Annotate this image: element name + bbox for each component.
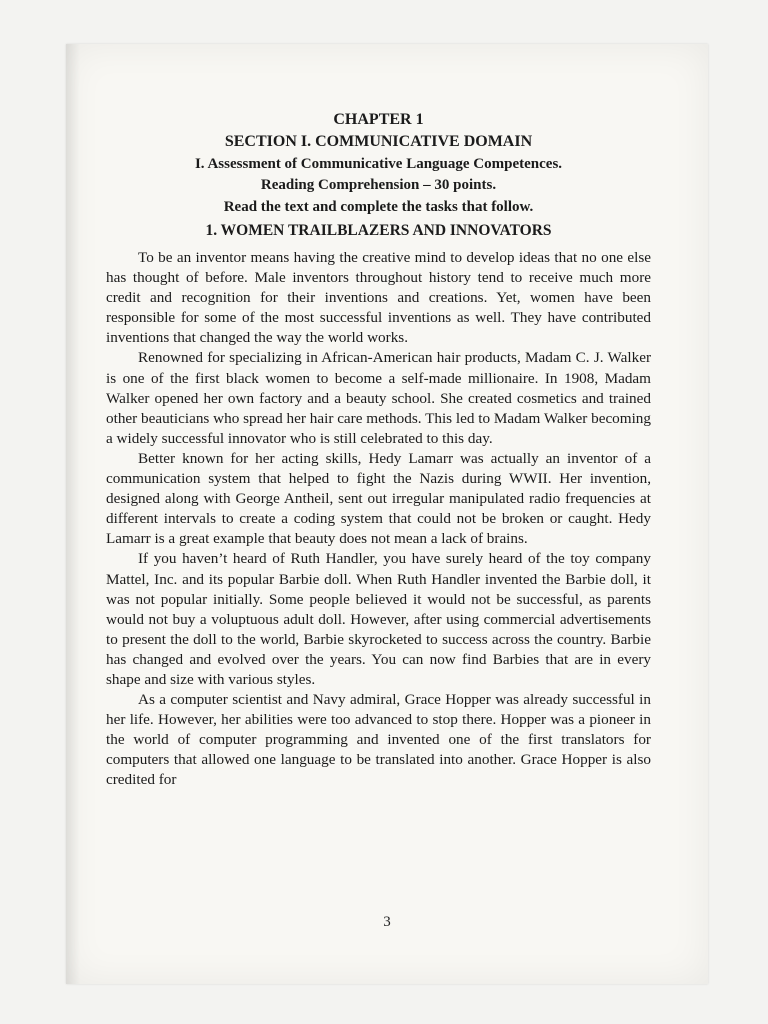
paragraph-walker: Renowned for specializing in African-American hair products, Madam C. J. Walker is one of the first black women to become a self-made millionaire. In 1908, Madam Walker opened her own factory and a beauty school. She created cosmetics and trained other beauticians who spread her hair care methods. This led to Madam Walker becoming a widely successful innovator who is still celebrated to this day. bbox=[106, 349, 651, 447]
paragraph-hopper: As a computer scientist and Navy admiral, Grace Hopper was already successful in her life. However, her abilities were too advanced to stop there. Hopper was a pioneer in the world of computer programming and invented one of the first translators for computers that allowed one language to be translated into another. Grace Hopper is also credited for bbox=[106, 691, 651, 789]
section-heading: SECTION I. COMMUNICATIVE DOMAIN bbox=[224, 133, 533, 150]
paragraph-handler: If you haven’t heard of Ruth Handler, you have surely heard of the toy company Mattel, Inc. and its popular Barbie doll. When Ruth Handler invented the Barbie doll, it was not popular initially. Some people believed it would not be successful, as parents would not buy a voluptuous adult doll. However, after using commercial advertisements to present the doll to the world, Barbie skyrocketed to success across the country. Barbie has changed and evolved over the years. You can now find Barbies that are in every shape and size with various styles. bbox=[106, 550, 651, 688]
paragraph-intro: To be an inventor means having the creative mind to develop ideas that no one else has thought of before. Male inventors throughout history tend to receive much more credit and recognition for their inventions and creations. Yet, women have been responsible for some of the most successful inventions as well. They have contributed inventions that changed the way the world works. bbox=[106, 249, 651, 347]
assessment-heading: I. Assessment of Communicative Language Competences. bbox=[194, 156, 563, 172]
reading-heading: Reading Comprehension – 30 points. bbox=[260, 177, 497, 193]
page-content bbox=[106, 110, 651, 791]
text-title: 1. WOMEN TRAILBLAZERS AND INNOVATORS bbox=[205, 222, 552, 239]
book-page bbox=[66, 44, 708, 984]
instruction-heading: Read the text and complete the tasks that follow. bbox=[223, 199, 534, 215]
chapter-heading: CHAPTER 1 bbox=[333, 111, 424, 128]
paragraph-lamarr: Better known for her acting skills, Hedy Lamarr was actually an inventor of a communication system that helped to fight the Nazis during WWII. Her invention, designed along with George Antheil, sent out irregular manipulated radio frequencies at different intervals to create a coding system that could not be broken or caught. Hedy Lamarr is a great example that beauty does not mean a lack of brains. bbox=[106, 449, 651, 548]
page-number: 3 bbox=[383, 914, 391, 930]
